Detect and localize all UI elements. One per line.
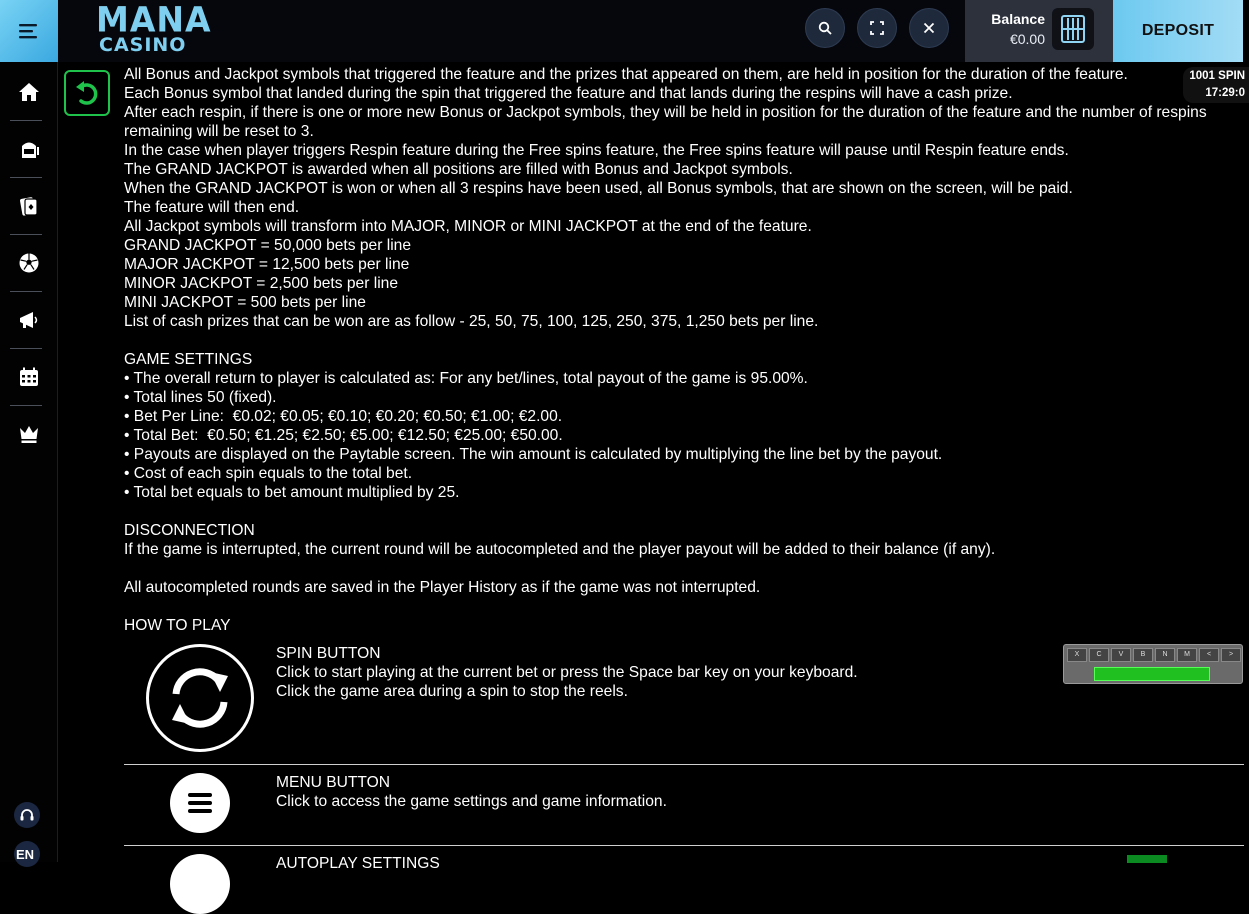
logo-subtitle: CASINO — [99, 34, 187, 56]
rules-paragraph: All autocompleted rounds are saved in the Player History as if the game was not interrupted. — [124, 579, 761, 596]
wallet-logo-icon — [1052, 8, 1094, 50]
balance-value: €0.00 — [1009, 31, 1045, 47]
refresh-arrows-icon — [162, 660, 238, 736]
soccer-ball-icon — [18, 252, 40, 274]
hamburger-menu-button[interactable] — [0, 0, 58, 62]
keyboard-key: V — [1111, 648, 1131, 662]
settings-item: • Total Bet: €0.50; €1.25; €2.50; €5.00; €12.50; €25.00; €50.00. — [124, 427, 563, 444]
keyboard-key: > — [1221, 648, 1241, 662]
close-icon — [923, 22, 935, 34]
settings-item: • The overall return to player is calculated as: For any bet/lines, total payout of the game is 95.00%. — [124, 370, 808, 387]
menu-button-title: MENU BUTTON — [276, 774, 391, 791]
megaphone-icon — [18, 309, 40, 331]
spin-button-illustration — [146, 644, 254, 752]
crown-icon — [18, 424, 40, 444]
sidebar-item-sports[interactable] — [0, 235, 58, 291]
autoplay-button-illustration — [170, 854, 230, 914]
menu-lines-icon — [188, 792, 212, 814]
logo-wordmark: MANA — [96, 0, 212, 40]
rules-paragraph: MINOR JACKPOT = 2,500 bets per line — [124, 275, 399, 292]
balance-label: Balance — [991, 11, 1045, 27]
calendar-icon — [19, 367, 39, 387]
rules-paragraph: The feature will then end. — [124, 199, 300, 216]
rules-paragraph: After each respin, if there is one or more new Bonus or Jackpot symbols, they will be held in position for the duration of the feature and the number of respins remaining will be reset to 3. — [124, 104, 1211, 140]
keyboard-key: < — [1199, 648, 1219, 662]
balance-panel[interactable] — [965, 0, 1113, 62]
search-button[interactable] — [805, 8, 845, 48]
support-button[interactable] — [14, 802, 40, 828]
spin-button-desc: Click to start playing at the current bet or press the Space bar key on your keyboard. — [276, 664, 858, 681]
rules-paragraph: When the GRAND JACKPOT is won or when all 3 respins have been used, all Bonus symbols, that are shown on the screen, will be paid. — [124, 180, 1073, 197]
settings-item: • Total lines 50 (fixed). — [124, 389, 277, 406]
top-bar — [0, 0, 1243, 62]
sidebar-item-home[interactable] — [0, 64, 58, 120]
sidebar-item-promotions[interactable] — [0, 292, 58, 348]
menu-button-desc: Click to access the game settings and game information. — [276, 793, 667, 810]
headset-icon — [19, 807, 35, 823]
rules-paragraph: MINI JACKPOT = 500 bets per line — [124, 294, 366, 311]
sidebar-item-tournaments[interactable] — [0, 349, 58, 405]
section-divider — [124, 845, 1244, 846]
fullscreen-button[interactable] — [857, 8, 897, 48]
menu-button-illustration — [170, 773, 230, 833]
sidebar-item-vip[interactable] — [0, 406, 58, 462]
slot-machine-icon — [18, 138, 40, 160]
keyboard-key: B — [1133, 648, 1153, 662]
rules-paragraph: List of cash prizes that can be won are as follow - 25, 50, 75, 100, 125, 250, 375, 1,250 bets per line. — [124, 313, 819, 330]
clock-time: 17:29:0 — [1205, 87, 1245, 99]
game-rules-panel — [59, 62, 1245, 872]
keyboard-key: C — [1089, 648, 1109, 662]
sidebar-item-casino[interactable] — [0, 121, 58, 177]
sidebar-item-live-casino[interactable] — [0, 178, 58, 234]
settings-item: • Bet Per Line: €0.02; €0.05; €0.10; €0.20; €0.50; €1.00; €2.00. — [124, 408, 563, 425]
back-arrow-icon — [74, 79, 100, 107]
deposit-button[interactable]: DEPOSIT — [1113, 0, 1243, 62]
language-selector[interactable]: EN — [14, 841, 40, 867]
close-game-button[interactable] — [909, 8, 949, 48]
section-heading: HOW TO PLAY — [124, 617, 231, 634]
sidebar — [0, 62, 58, 862]
spin-button-desc: Click the game area during a spin to stop the reels. — [276, 683, 628, 700]
section-heading: DISCONNECTION — [124, 522, 255, 539]
section-divider — [124, 764, 1244, 765]
spin-provider-label: 1001 SPIN — [1189, 70, 1245, 82]
home-icon — [18, 82, 40, 102]
spin-button-title: SPIN BUTTON — [276, 645, 381, 662]
spacebar-key-highlight — [1094, 667, 1210, 681]
rules-paragraph: All Bonus and Jackpot symbols that triggered the feature and the prizes that appeared on them, are held in position for the duration of the feature. — [124, 66, 1128, 83]
keyboard-illustration — [1063, 644, 1243, 684]
rules-text — [124, 65, 1214, 635]
keyboard-key: M — [1177, 648, 1197, 662]
hamburger-icon — [19, 23, 39, 39]
rules-paragraph: MAJOR JACKPOT = 12,500 bets per line — [124, 256, 410, 273]
autoplay-illustration — [1127, 855, 1167, 863]
casino-logo[interactable] — [96, 0, 236, 56]
autoplay-settings-title: AUTOPLAY SETTINGS — [276, 855, 440, 872]
rules-paragraph: GRAND JACKPOT = 50,000 bets per line — [124, 237, 412, 254]
cards-icon — [18, 195, 40, 217]
keyboard-key: X — [1067, 648, 1087, 662]
rules-paragraph: The GRAND JACKPOT is awarded when all positions are filled with Bonus and Jackpot symbols. — [124, 161, 793, 178]
fullscreen-icon — [870, 21, 884, 35]
settings-item: • Payouts are displayed on the Paytable screen. The win amount is calculated by multiplying the line bet by the payout. — [124, 446, 943, 463]
back-button[interactable] — [64, 70, 110, 116]
keyboard-key: N — [1155, 648, 1175, 662]
section-heading: GAME SETTINGS — [124, 351, 253, 368]
settings-item: • Total bet equals to bet amount multiplied by 25. — [124, 484, 460, 501]
rules-paragraph: All Jackpot symbols will transform into MAJOR, MINOR or MINI JACKPOT at the end of the feature. — [124, 218, 812, 235]
rules-paragraph: If the game is interrupted, the current round will be autocompleted and the player payout will be added to their balance (if any). — [124, 541, 996, 558]
rules-paragraph: Each Bonus symbol that landed during the spin that triggered the feature and that lands during the respins will have a cash prize. — [124, 85, 1013, 102]
settings-item: • Cost of each spin equals to the total bet. — [124, 465, 413, 482]
search-icon — [818, 21, 832, 35]
rules-paragraph: In the case when player triggers Respin feature during the Free spins feature, the Free spins feature will pause until Respin feature ends. — [124, 142, 1069, 159]
